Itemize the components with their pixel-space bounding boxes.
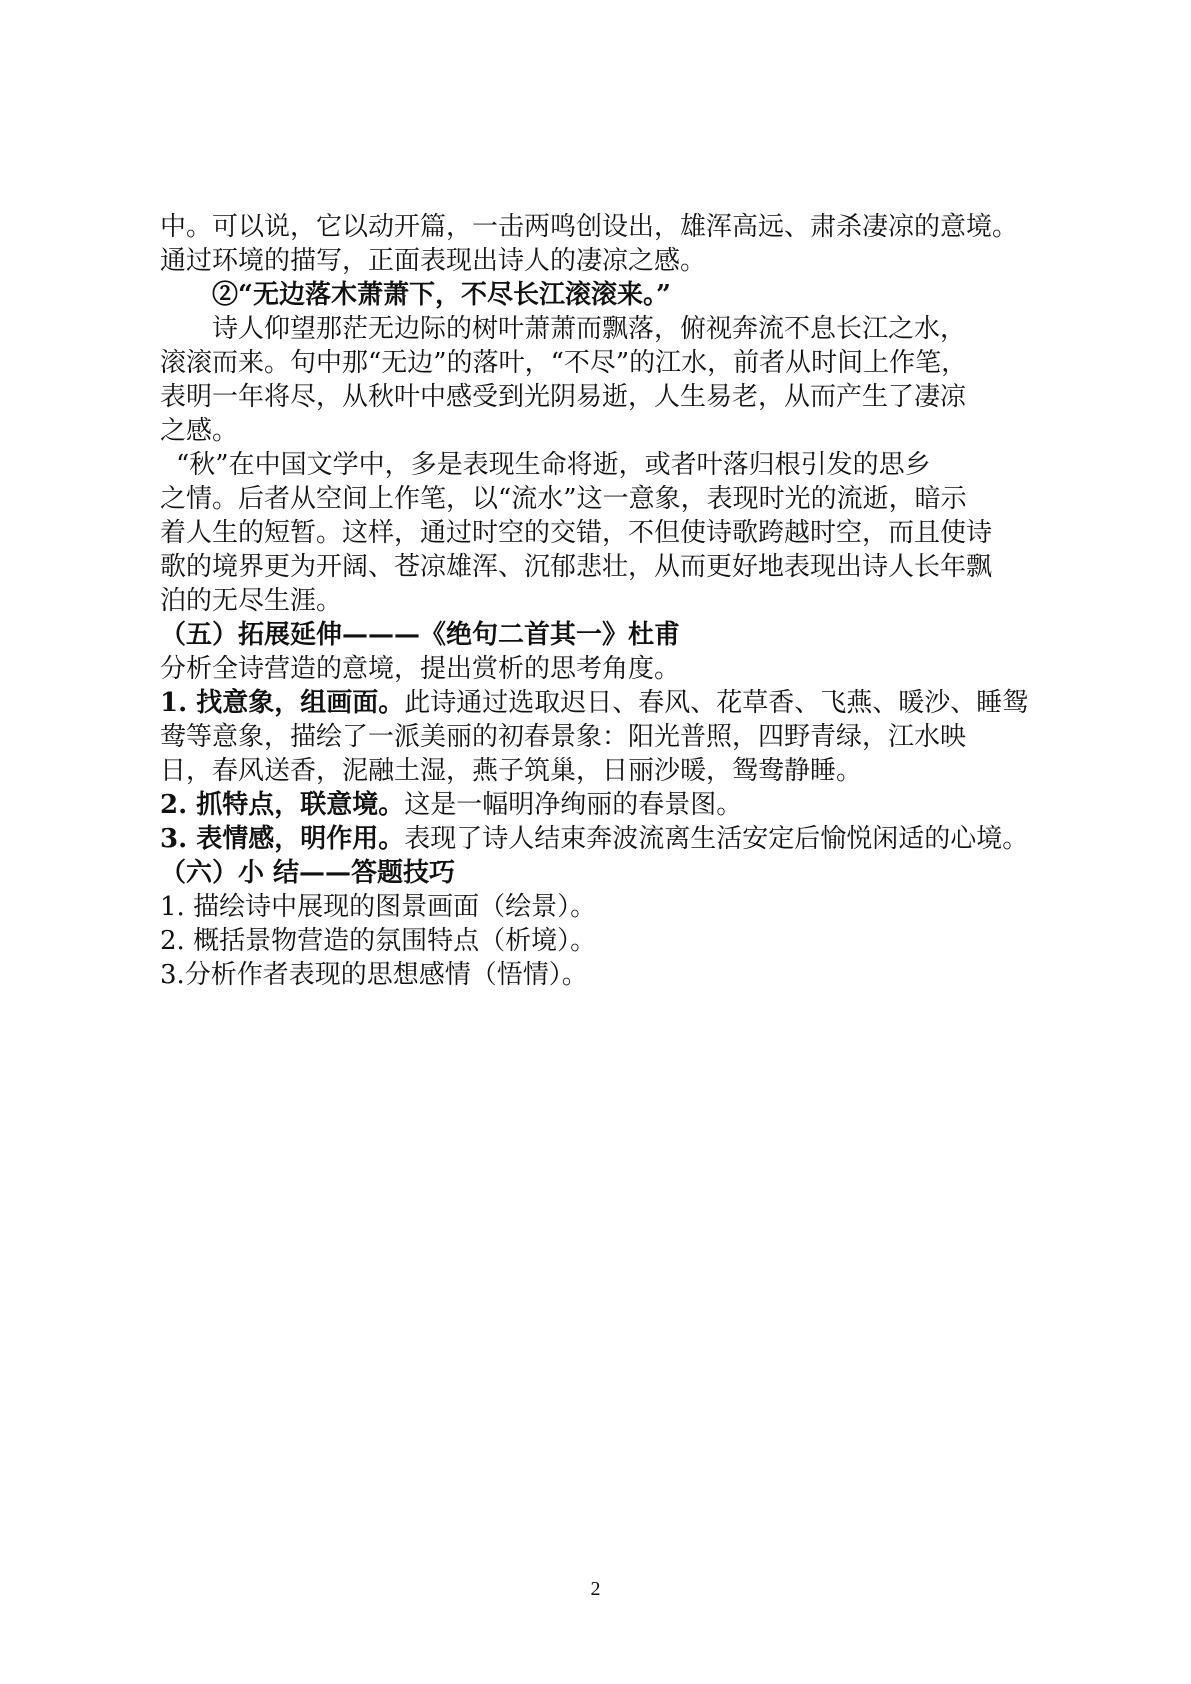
point-lead: 2. 抓特点，联意境。 <box>160 790 405 820</box>
point-text: 表现了诗人结束奔波流离生活安定后愉悦闲适的心境。 <box>404 824 1029 854</box>
point-text: 此诗通过选取迟日、春风、花草香、飞燕、暖沙、睡鸳 <box>404 688 1029 718</box>
point-2 <box>160 788 1060 822</box>
section-heading-5: （五）拓展延伸———《绝句二首其一》杜甫 <box>160 620 681 650</box>
point-1 <box>160 686 1060 720</box>
point-lead: 1. 找意象，组画面。 <box>160 688 405 718</box>
text-line: 鸯等意象，描绘了一派美丽的初春景象：阳光普照，四野青绿，江水映 <box>160 722 967 752</box>
summary-item: 1. 描绘诗中展现的图景画面（绘景）。 <box>160 892 597 922</box>
text-line: 日，春风送香，泥融土湿，燕子筑巢，日丽沙暖，鸳鸯静睡。 <box>160 756 863 786</box>
text-line: 之感。 <box>160 416 239 446</box>
text-line: 着人生的短暂。这样，通过时空的交错，不但使诗歌跨越时空，而且使诗 <box>160 518 993 548</box>
quote-heading: ②“无边落木萧萧下，不尽长江滚滚来。” <box>212 280 671 310</box>
point-3 <box>160 822 1060 856</box>
summary-item: 2. 概括景物营造的氛围特点（析境）。 <box>160 926 597 956</box>
text-line: 分析全诗营造的意境，提出赏析的思考角度。 <box>160 654 681 684</box>
summary-item: 3.分析作者表现的思想感情（悟情）。 <box>160 960 588 990</box>
text-line: 之情。后者从空间上作笔，以“流水”这一意象，表现时光的流逝，暗示 <box>160 484 967 514</box>
page-number: 2 <box>590 1578 601 1600</box>
text-line: 诗人仰望那茫无边际的树叶萧萧而飘落，俯视奔流不息长江之水， <box>212 314 967 344</box>
page-content <box>160 210 1060 992</box>
text-line: 歌的境界更为开阔、苍凉雄浑、沉郁悲壮，从而更好地表现出诗人长年飘 <box>160 552 993 582</box>
point-lead: 3. 表情感，明作用。 <box>160 824 405 854</box>
text-line: 滚滚而来。句中那“无边”的落叶，“不尽”的江水，前者从时间上作笔， <box>160 348 968 378</box>
text-line: 通过环境的描写，正面表现出诗人的凄凉之感。 <box>160 246 707 276</box>
text-line: 中。可以说，它以动开篇，一击两鸣创设出，雄浑高远、肃杀凄凉的意境。 <box>160 212 1019 242</box>
section-heading-6: （六）小 结——答题技巧 <box>160 858 456 888</box>
text-line: 表明一年将尽，从秋叶中感受到光阴易逝，人生易老，从而产生了凄凉 <box>160 382 967 412</box>
point-text: 这是一幅明净绚丽的春景图。 <box>404 790 743 820</box>
text-line: “秋”在中国文学中，多是表现生命将逝，或者叶落归根引发的思乡 <box>176 450 931 480</box>
text-line: 泊的无尽生涯。 <box>160 586 343 616</box>
